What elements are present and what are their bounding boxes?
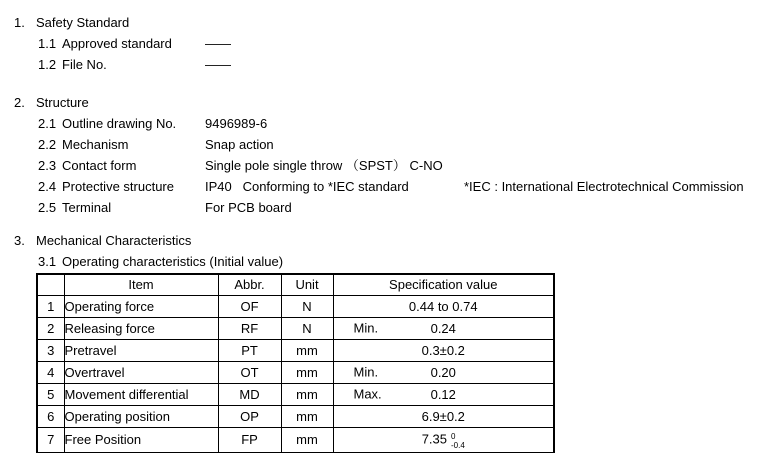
item-number: 1.2 bbox=[38, 57, 57, 72]
row-abbr: OP bbox=[218, 405, 281, 427]
section-3-title: Mechanical Characteristics bbox=[36, 233, 192, 248]
item-label: Contact form bbox=[62, 158, 137, 173]
row-item: Operating force bbox=[64, 295, 218, 317]
item-label: Protective structure bbox=[62, 179, 174, 194]
item-row-1-1 bbox=[38, 33, 774, 54]
row-unit: mm bbox=[281, 361, 333, 383]
row-item: Overtravel bbox=[64, 361, 218, 383]
item-value: For PCB board bbox=[205, 200, 292, 215]
spec-qualifier: Max. bbox=[353, 386, 382, 402]
tolerance-upper: 0 bbox=[451, 431, 456, 441]
item-number: 2.4 bbox=[38, 179, 57, 194]
row-spec-value bbox=[333, 339, 554, 361]
section-2-number: 2. bbox=[14, 95, 25, 110]
tolerance-stack bbox=[451, 432, 465, 450]
row-no: 3 bbox=[37, 339, 64, 361]
row-item: Releasing force bbox=[64, 317, 218, 339]
item-value: Single pole single throw （SPST） C-NO bbox=[205, 158, 443, 173]
row-no: 6 bbox=[37, 405, 64, 427]
section-2-heading bbox=[14, 92, 774, 113]
table-row bbox=[37, 339, 554, 361]
section-1-heading bbox=[14, 12, 774, 33]
iec-note: *IEC : International Electrotechnical Commission bbox=[464, 179, 744, 194]
row-spec-value bbox=[333, 295, 554, 317]
item-value: IP40 Conforming to *IEC standard bbox=[205, 179, 409, 194]
row-abbr: OF bbox=[218, 295, 281, 317]
spec-value: 6.9±0.2 bbox=[421, 408, 465, 424]
table-header-row bbox=[37, 274, 554, 295]
row-unit: N bbox=[281, 295, 333, 317]
row-unit: mm bbox=[281, 405, 333, 427]
spec-qualifier: Min. bbox=[353, 364, 379, 380]
row-unit: N bbox=[281, 317, 333, 339]
item-label: Outline drawing No. bbox=[62, 116, 177, 131]
spec-qualifier: Min. bbox=[353, 320, 379, 336]
row-abbr: FP bbox=[218, 427, 281, 453]
row-abbr: PT bbox=[218, 339, 281, 361]
subsection-number: 3.1 bbox=[38, 254, 57, 269]
table-row bbox=[37, 427, 554, 453]
row-unit: mm bbox=[281, 427, 333, 453]
spec-value: 7.35 bbox=[421, 431, 447, 447]
section-1-number: 1. bbox=[14, 15, 25, 30]
item-number: 2.5 bbox=[38, 200, 57, 215]
row-no: 2 bbox=[37, 317, 64, 339]
item-value: ―― bbox=[205, 36, 231, 51]
table-row bbox=[37, 383, 554, 405]
spec-value: 0.24 bbox=[430, 320, 456, 336]
row-spec-value bbox=[333, 427, 554, 453]
section-3-number: 3. bbox=[14, 233, 25, 248]
row-abbr: MD bbox=[218, 383, 281, 405]
subsection-title: Operating characteristics (Initial value) bbox=[62, 254, 284, 269]
spec-value: 0.12 bbox=[430, 386, 456, 402]
item-label: Terminal bbox=[62, 200, 112, 215]
row-item: Movement differential bbox=[64, 383, 218, 405]
section-2-title: Structure bbox=[36, 95, 89, 110]
table-row bbox=[37, 317, 554, 339]
table-row bbox=[37, 405, 554, 427]
item-value: 9496989-6 bbox=[205, 116, 268, 131]
row-item: Free Position bbox=[64, 427, 218, 453]
section-1-title: Safety Standard bbox=[36, 15, 130, 30]
item-row-2-3 bbox=[38, 155, 774, 176]
item-number: 2.1 bbox=[38, 116, 57, 131]
item-row-1-2 bbox=[38, 54, 774, 75]
row-abbr: RF bbox=[218, 317, 281, 339]
item-number: 2.3 bbox=[38, 158, 57, 173]
section-3-heading bbox=[14, 230, 774, 251]
item-label: Mechanism bbox=[62, 137, 129, 152]
row-spec-value bbox=[333, 405, 554, 427]
item-number: 2.2 bbox=[38, 137, 57, 152]
row-spec-value bbox=[333, 383, 554, 405]
table-row bbox=[37, 295, 554, 317]
item-row-2-4 bbox=[38, 176, 774, 197]
spec-value: 0.20 bbox=[430, 364, 456, 380]
row-no: 5 bbox=[37, 383, 64, 405]
header-unit: Unit bbox=[281, 274, 333, 295]
row-no: 4 bbox=[37, 361, 64, 383]
item-value: Snap action bbox=[205, 137, 274, 152]
row-spec-value bbox=[333, 361, 554, 383]
row-item: Pretravel bbox=[64, 339, 218, 361]
item-row-2-5 bbox=[38, 197, 774, 218]
item-label: File No. bbox=[62, 57, 107, 72]
row-unit: mm bbox=[281, 339, 333, 361]
row-no: 1 bbox=[37, 295, 64, 317]
row-no: 7 bbox=[37, 427, 64, 453]
operating-characteristics-table bbox=[36, 273, 555, 453]
row-unit: mm bbox=[281, 383, 333, 405]
spec-value: 0.44 to 0.74 bbox=[408, 298, 478, 314]
item-value: ―― bbox=[205, 57, 231, 72]
header-spec: Specification value bbox=[333, 274, 554, 295]
item-row-2-1 bbox=[38, 113, 774, 134]
row-abbr: OT bbox=[218, 361, 281, 383]
header-no bbox=[37, 274, 64, 295]
table-row bbox=[37, 361, 554, 383]
spec-value: 0.3±0.2 bbox=[421, 342, 465, 358]
item-row-2-2 bbox=[38, 134, 774, 155]
tolerance-lower: -0.4 bbox=[451, 440, 465, 450]
item-number: 1.1 bbox=[38, 36, 57, 51]
header-abbr: Abbr. bbox=[218, 274, 281, 295]
header-item: Item bbox=[64, 274, 218, 295]
item-label: Approved standard bbox=[62, 36, 172, 51]
row-item: Operating position bbox=[64, 405, 218, 427]
row-spec-value bbox=[333, 317, 554, 339]
section-3-subtitle-row bbox=[38, 251, 774, 272]
